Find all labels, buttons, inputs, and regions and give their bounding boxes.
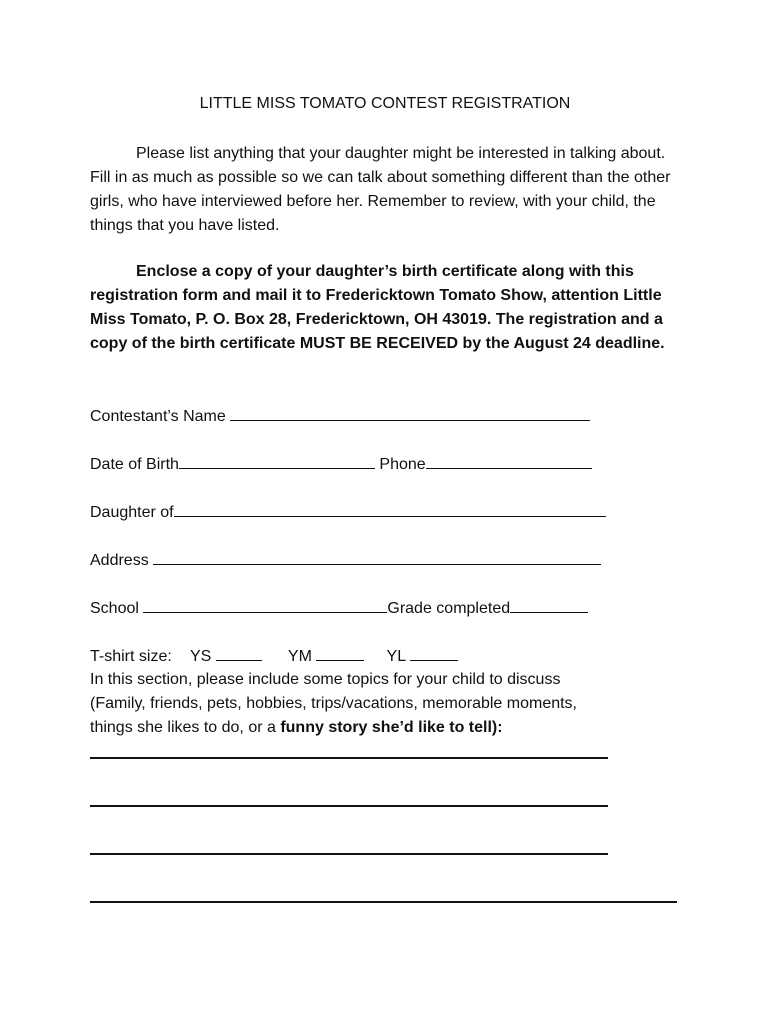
tshirt-ym-field[interactable] <box>316 644 364 661</box>
daughter-of-row <box>90 500 606 525</box>
topics-line-3 <box>90 716 503 740</box>
phone-field[interactable] <box>426 452 592 469</box>
daughter-of-label: Daughter of <box>90 504 174 521</box>
date-of-birth-field[interactable] <box>179 452 375 469</box>
intro-text: Please list anything that your daughter might be interested in talking about. Fill in as much as possible so we can talk about something different than the other girls, who have interviewed before her. Remember to review, with your child, the things that you have listed. <box>90 145 671 234</box>
tshirt-yl-label: YL <box>386 648 406 665</box>
topics-answer-line-3[interactable] <box>90 853 608 855</box>
topics-line-3-bold: funny story she’d like to tell): <box>280 719 503 736</box>
address-row <box>90 548 601 573</box>
daughter-of-field[interactable] <box>174 500 606 517</box>
address-field[interactable] <box>153 548 601 565</box>
phone-label: Phone <box>379 456 426 473</box>
tshirt-ys-field[interactable] <box>216 644 262 661</box>
school-label: School <box>90 600 139 617</box>
topics-answer-line-2[interactable] <box>90 805 608 807</box>
address-label: Address <box>90 552 149 569</box>
date-of-birth-label: Date of Birth <box>90 456 179 473</box>
school-field[interactable] <box>143 596 387 613</box>
tshirt-ym-label: YM <box>287 648 312 665</box>
topics-answer-line-1[interactable] <box>90 757 608 759</box>
enclose-paragraph <box>90 260 690 356</box>
grade-completed-label: Grade completed <box>387 600 511 617</box>
topics-line-3-text: things she likes to do, or a <box>90 719 281 736</box>
topics-answer-line-4[interactable] <box>90 901 677 903</box>
tshirt-yl-field[interactable] <box>410 644 458 661</box>
tshirt-ys-label: YS <box>189 648 212 665</box>
grade-completed-field[interactable] <box>510 596 588 613</box>
school-grade-row <box>90 596 588 621</box>
contestant-name-row <box>90 404 590 429</box>
topics-line-2: (Family, friends, pets, hobbies, trips/vacations, memorable moments, <box>90 695 577 712</box>
enclose-text: Enclose a copy of your daughter’s birth certificate along with this registration form and mail it to Fredericktown Tomato Show, attention Little Miss Tomato, P. O. Box 28, Fredericktown, OH 43019. The registration and a copy of the birth certificate MUST BE RECEIVED by the August 24 deadline. <box>90 263 665 352</box>
contestant-name-label: Contestant’s Name <box>90 408 226 425</box>
topics-line-1: In this section, please include some topics for your child to discuss <box>90 671 561 688</box>
intro-paragraph <box>90 142 690 238</box>
contestant-name-field[interactable] <box>230 404 590 421</box>
tshirt-label: T-shirt size: <box>90 648 172 665</box>
form-title: LITTLE MISS TOMATO CONTEST REGISTRATION <box>199 95 571 112</box>
tshirt-row <box>90 644 458 669</box>
birth-phone-row <box>90 452 592 477</box>
